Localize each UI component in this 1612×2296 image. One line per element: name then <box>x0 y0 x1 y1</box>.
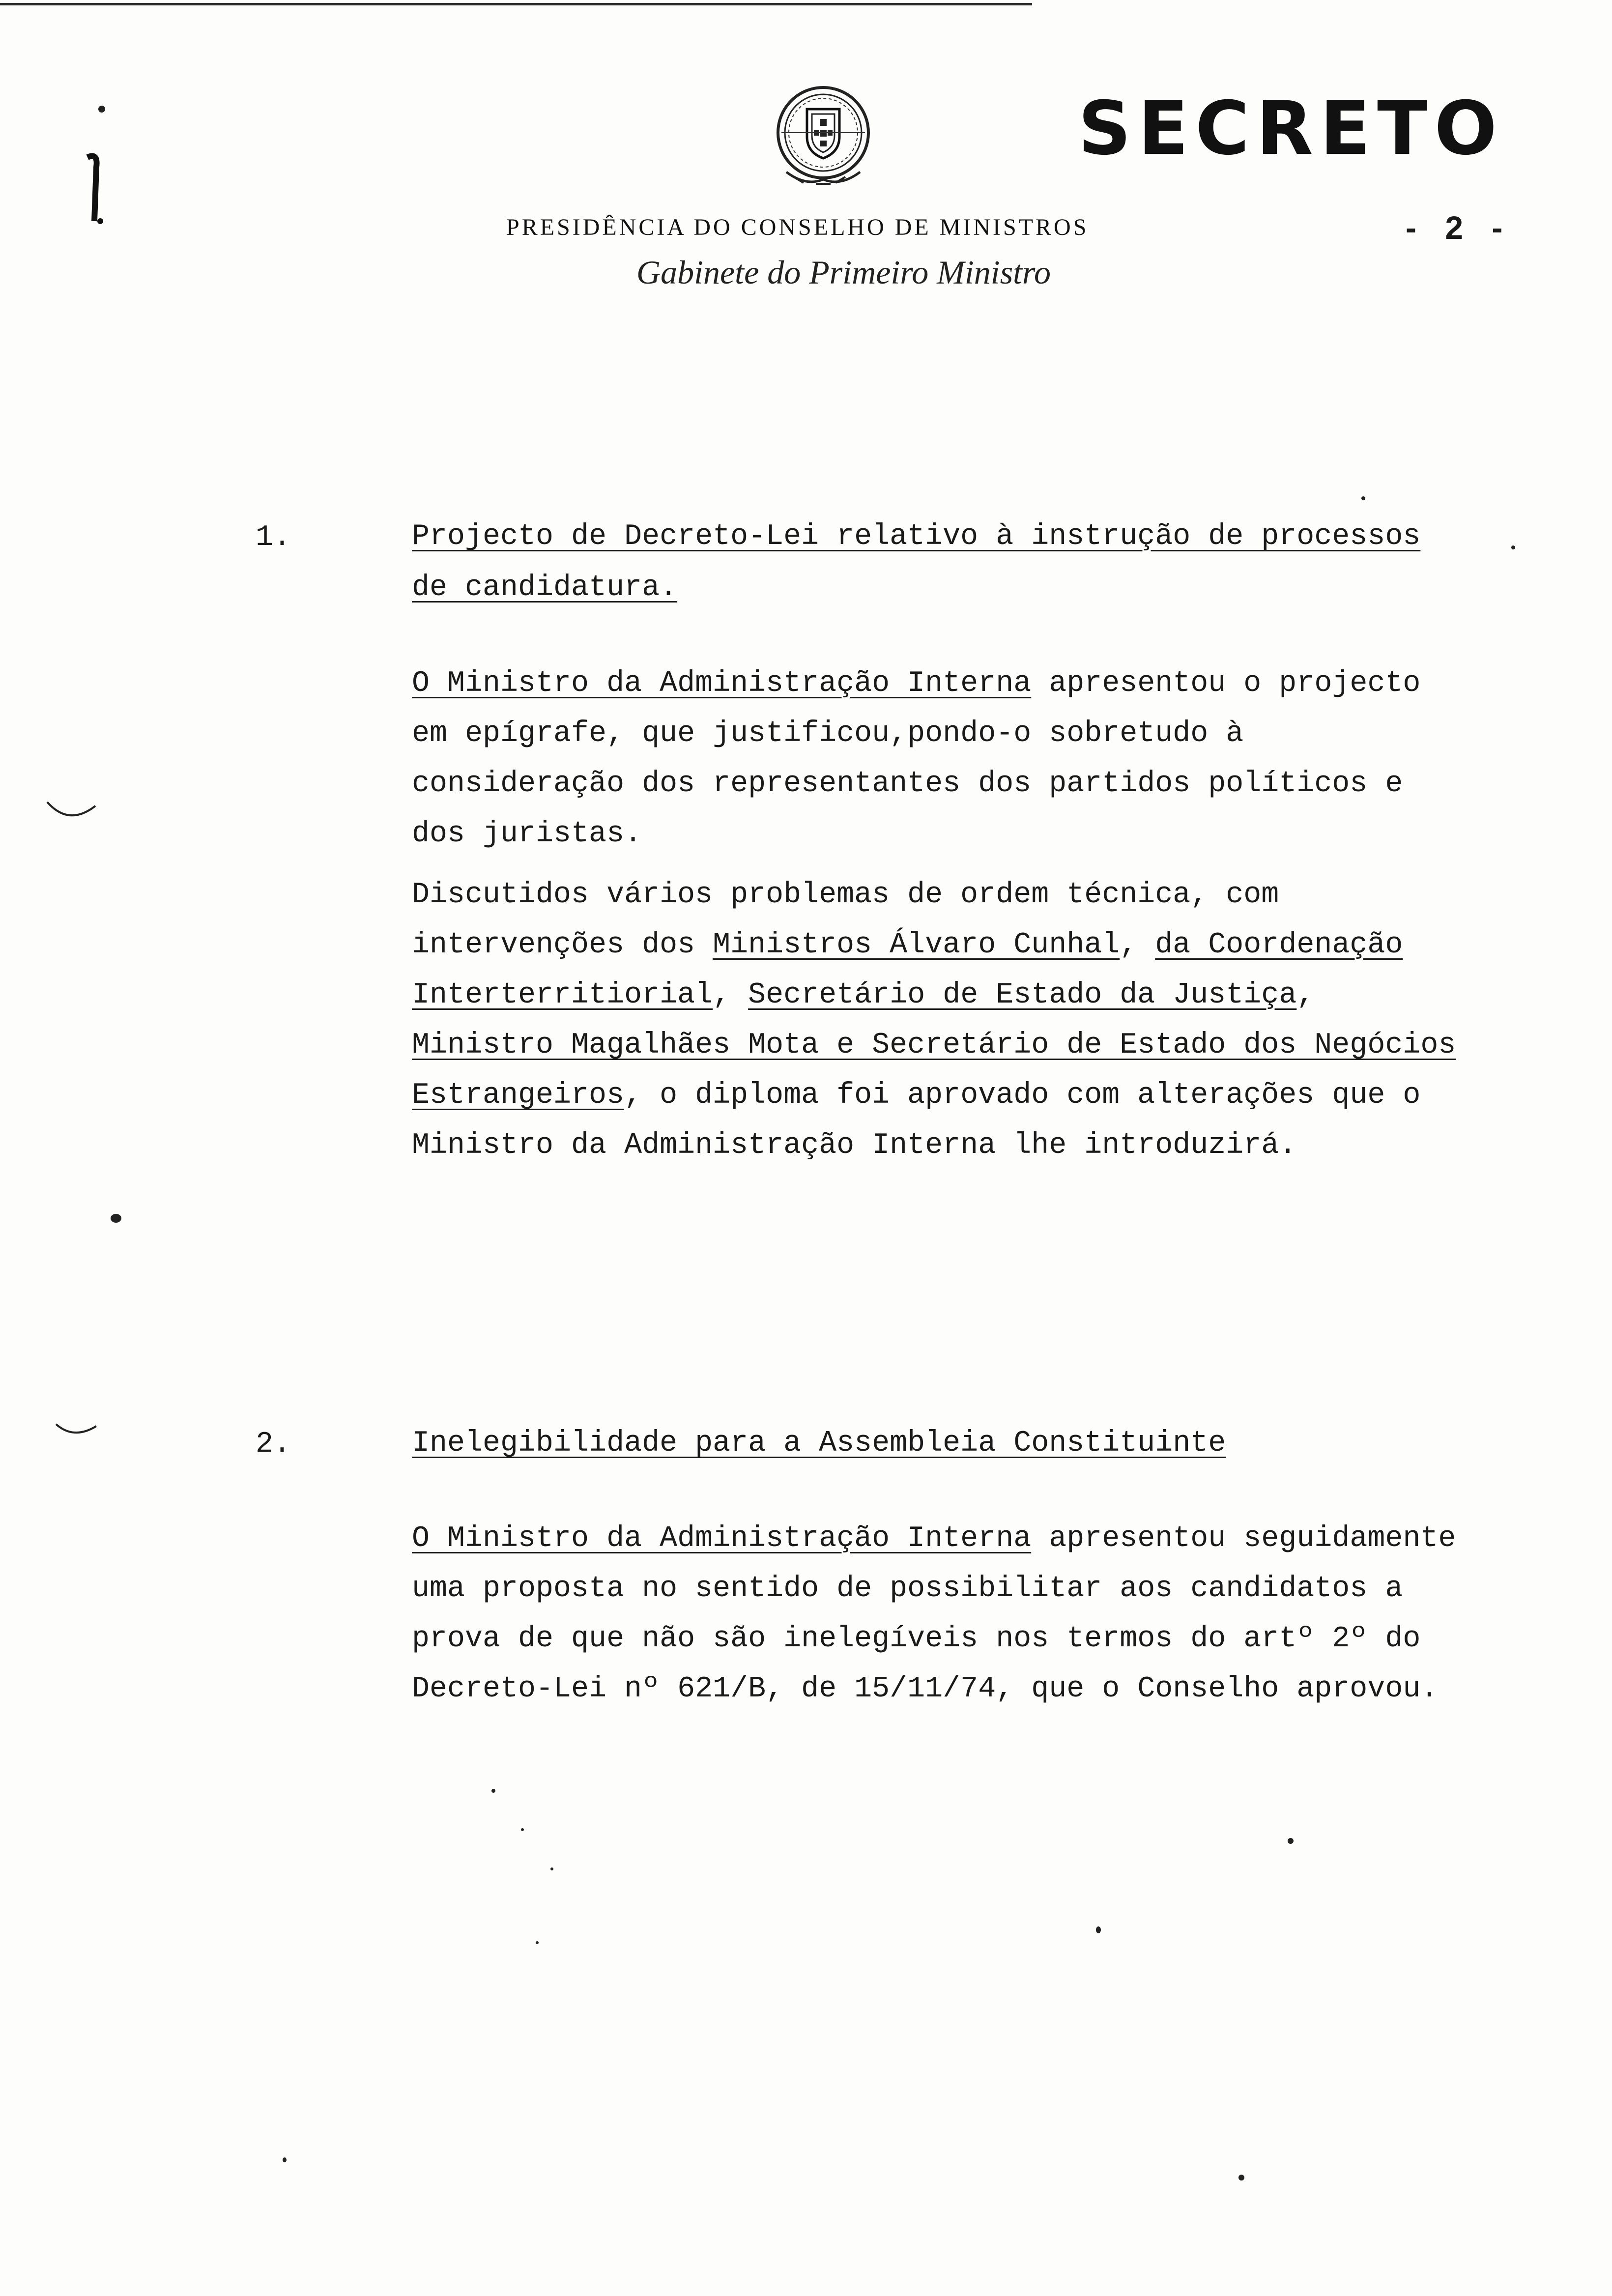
punch-hole-mark <box>54 1420 98 1440</box>
portuguese-coat-of-arms-icon <box>767 79 880 197</box>
speaker-reference: Secretário de Estado da Justiça <box>748 978 1297 1012</box>
scan-speck <box>1511 545 1515 549</box>
item-title: Inelegibilidade para a Assembleia Constituinte <box>412 1427 1226 1460</box>
paragraph-text: Discutidos vários problemas de ordem técnica, com intervenções dos <box>412 878 1279 962</box>
item-title: Projecto de Decreto-Lei relativo à instrução de processos de candidatura. <box>412 520 1421 604</box>
item-number: 1. <box>256 521 291 554</box>
page-number: - 2 - <box>1406 209 1513 246</box>
scan-speck <box>491 1789 495 1793</box>
top-rule <box>0 3 1032 5</box>
scan-speck <box>1096 1926 1101 1933</box>
scan-speck <box>1238 2175 1244 2181</box>
item-number: 2. <box>256 1428 291 1461</box>
paragraph-text: apresentou seguidamente uma proposta no sentido de possibilitar aos candidatos a prova de que não são inelegíveis nos termos do artº 2º do Decreto-Lei nº 621/B, de 15/11/74, que o Conselho aprovou. <box>412 1522 1456 1706</box>
letterhead-institution: PRESIDÊNCIA DO CONSELHO DE MINISTROS <box>506 214 1089 240</box>
paragraph <box>412 870 1473 1171</box>
speaker-reference: O Ministro da Administração Interna <box>412 1522 1032 1555</box>
scan-speck <box>283 2157 287 2162</box>
paragraph-text: , <box>1120 928 1138 962</box>
scan-speck <box>98 106 105 113</box>
scan-speck <box>1361 496 1365 500</box>
paragraph-text: apresentou o projecto em epígrafe, que justificou,pondo-o sobretudo à consideração dos representantes dos partidos políticos e dos juristas. <box>412 667 1421 851</box>
letterhead-office: Gabinete do Primeiro Ministro <box>636 254 1051 291</box>
punch-hole-mark <box>44 796 98 826</box>
speaker-reference: Ministros Álvaro Cunhal <box>713 928 1120 962</box>
scan-speck <box>521 1828 524 1831</box>
speaker-reference: Ministro Magalhães Mota e Secretário de Estado dos Negócios Estrangeiros <box>412 1029 1456 1112</box>
paragraph-text: , o diploma foi aprovado com alterações que o Ministro da Administração Interna lhe introduzirá. <box>412 1079 1421 1162</box>
scan-speck <box>1288 1838 1294 1844</box>
scan-speck <box>550 1867 553 1870</box>
paragraph <box>412 1514 1473 1714</box>
paragraph <box>412 659 1473 859</box>
paragraph-text: , <box>713 978 731 1012</box>
scan-speck <box>536 1941 539 1944</box>
scan-speck <box>111 1214 121 1223</box>
speaker-reference: O Ministro da Administração Interna <box>412 667 1032 700</box>
scan-artifact <box>84 147 103 226</box>
classification-stamp: SECRETO <box>1078 86 1504 172</box>
speaker-reference: da Coordenação Interterritiorial <box>412 928 1403 1012</box>
paragraph-text: , <box>1296 978 1315 1012</box>
